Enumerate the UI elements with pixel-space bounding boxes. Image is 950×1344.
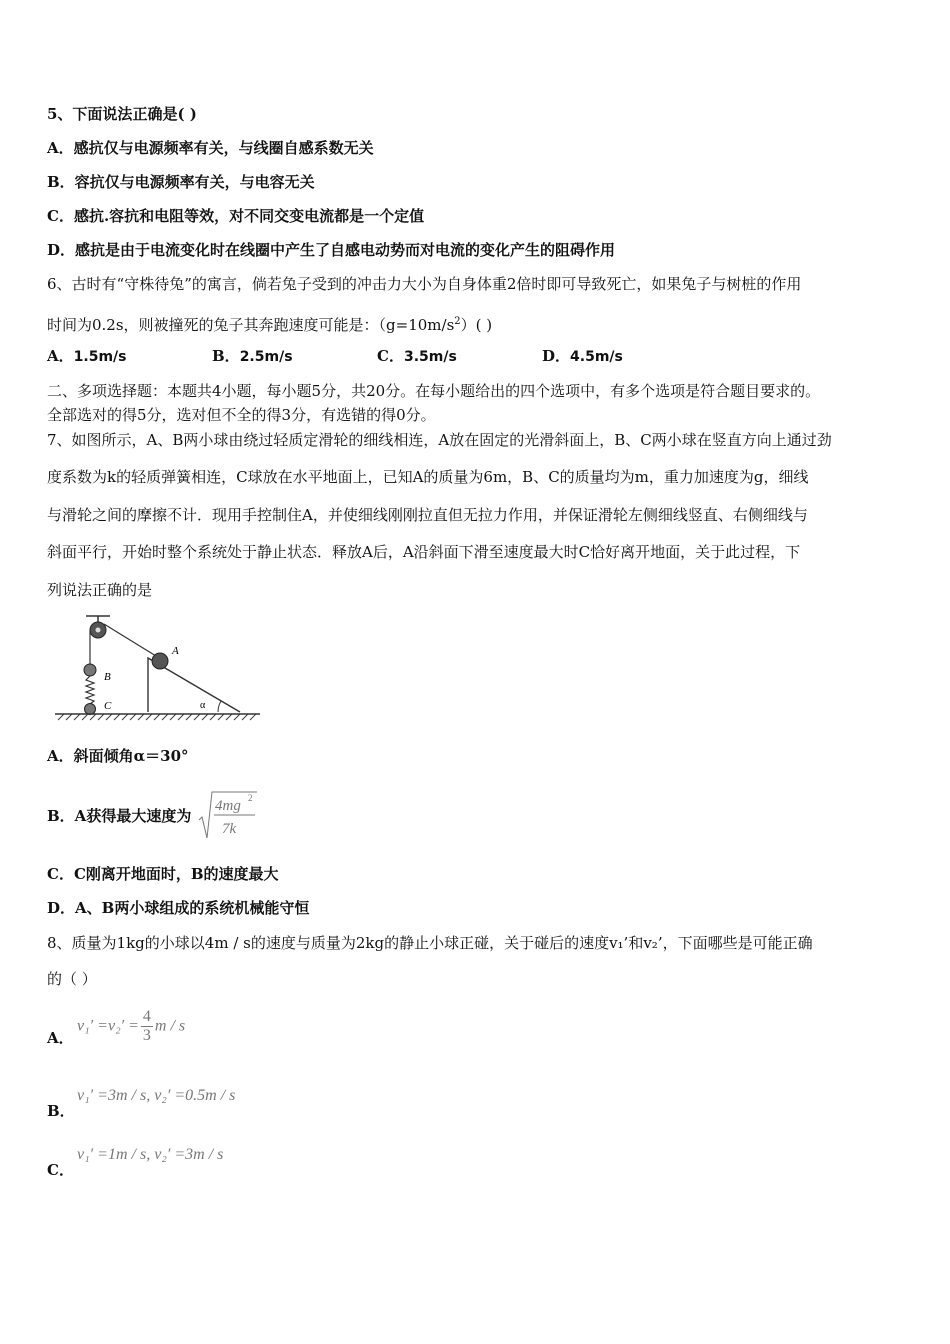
- q6-option-d-label: D．: [542, 347, 571, 365]
- ball-b: [84, 664, 96, 676]
- q6-option-d-value: 4.5m/s: [570, 349, 623, 365]
- q7-figure: [50, 612, 265, 724]
- label-alpha: α: [200, 700, 206, 711]
- q8-stem-line2: 的（ ）: [47, 970, 97, 988]
- spring: [86, 676, 94, 704]
- q8-option-b-expr: v₁′ =3m / s, v₂′ =0.5m / s: [77, 1087, 236, 1104]
- label-a: A: [172, 645, 179, 657]
- q8-option-a-formula: [77, 1008, 185, 1045]
- q6-stem-exponent: 2: [454, 316, 461, 327]
- q6-option-c-value: 3.5m/s: [403, 349, 457, 365]
- ball-c: [85, 704, 96, 715]
- q8-option-a-fraction: [141, 1008, 153, 1045]
- q8-option-c: [47, 1145, 907, 1179]
- q8-option-c-expr: v₁′ =1m / s, v₂′ =3m / s: [77, 1146, 224, 1163]
- q5-option-c: C．感抗.容抗和电阻等效，对不同交变电流都是一个定值: [47, 207, 425, 225]
- label-b: B: [104, 671, 111, 683]
- ground-hatch: [58, 714, 256, 720]
- q6-option-d: [542, 345, 623, 366]
- section2-line1: 二、多项选择题：本题共4小题，每小题5分，共20分。在每小题给出的四个选项中，有多个选项是符合题目要求的。: [47, 382, 821, 400]
- q8-option-a-label: A．: [47, 1029, 74, 1047]
- sqrt-numerator-exponent: 2: [247, 793, 253, 803]
- q7-option-d: D．A、B两小球组成的系统机械能守恒: [47, 899, 310, 917]
- q6-option-b-value: 2.5m/s: [239, 349, 293, 365]
- q6-option-b-label: B．: [212, 347, 240, 365]
- q8-option-c-label: C．: [47, 1161, 74, 1179]
- ball-a: [152, 653, 168, 669]
- angle-arc: [218, 701, 221, 712]
- sqrt-numerator: 4mg: [214, 798, 241, 814]
- q5-option-d: D．感抗是由于电流变化时在线圈中产生了自感电动势而对电流的变化产生的阻碍作用: [47, 241, 616, 259]
- label-c: C: [104, 700, 112, 712]
- q5-option-b: B．容抗仅与电源频率有关，与电容无关: [47, 173, 315, 191]
- q7-option-b-formula: [197, 790, 259, 842]
- q5-option-a: A．感抗仅与电源频率有关，与线圈自感系数无关: [47, 139, 374, 157]
- string-right: [104, 624, 156, 656]
- q7-option-c: C．C刚离开地面时，B的速度最大: [47, 865, 279, 883]
- q6-options: [47, 345, 907, 365]
- q8-option-a-num: 4: [142, 1008, 151, 1025]
- q6-stem-line2-b: ）( ): [460, 316, 493, 334]
- q6-option-b: [212, 345, 293, 366]
- q8-option-a-den: 3: [142, 1027, 151, 1044]
- q7-stem-line2: 度系数为k的轻质弹簧相连，C球放在水平地面上，已知A的质量为6m，B、C的质量均为m，重力加速度为g，细线: [47, 468, 809, 486]
- q7-stem-line4: 斜面平行，开始时整个系统处于静止状态．释放A后，A沿斜面下滑至速度最大时C恰好离开地面，关于此过程，下: [47, 543, 801, 561]
- q6-option-a: [47, 345, 126, 366]
- section2-line2: 全部选对的得5分，选对但不全的得3分，有选错的得0分。: [47, 406, 436, 424]
- pulley-axle: [96, 628, 101, 633]
- q8-option-a-expr: v₁′ =v₂′ =: [77, 1017, 139, 1035]
- q6-stem-line2-a: 时间为0.2s，则被撞死的兔子其奔跑速度可能是：（g=10m/s: [47, 316, 455, 334]
- q8-option-a-unit: m / s: [154, 1017, 186, 1035]
- q6-option-a-label: A．: [47, 347, 74, 365]
- q8-option-b: [47, 1086, 907, 1120]
- q5-stem: 5、下面说法正确是( ): [47, 105, 197, 123]
- q8-option-b-label: B．: [47, 1102, 75, 1120]
- q7-stem-line3: 与滑轮之间的摩擦不计．现用手控制住A，并使细线刚刚拉直但无拉力作用，并保证滑轮左侧细线竖直、右侧细线与: [47, 506, 808, 524]
- q6-option-c: [377, 345, 457, 366]
- q7-option-a: A．斜面倾角α＝30°: [47, 747, 189, 765]
- q6-option-c-label: C．: [377, 347, 404, 365]
- q8-stem-line1: 8、质量为1kg的小球以4m / s的速度与质量为2kg的静止小球正碰，关于碰后的速度v₁’和v₂’，下面哪些是可能正确: [47, 934, 813, 952]
- q8-option-a: [47, 1002, 907, 1052]
- q7-option-b: [47, 790, 907, 840]
- q7-stem-line1: 7、如图所示，A、B两小球由绕过轻质定滑轮的细线相连，A放在固定的光滑斜面上，B、C两小球在竖直方向上通过劲: [47, 431, 832, 449]
- q7-option-b-text: B．A获得最大速度为: [47, 807, 192, 825]
- sqrt-sign-icon: [197, 790, 259, 842]
- q6-option-a-value: 1.5m/s: [73, 349, 127, 365]
- sqrt-denominator: 7k: [221, 821, 236, 837]
- q6-stem-line2: [47, 312, 907, 335]
- q7-stem-line5: 列说法正确的是: [47, 581, 153, 599]
- q6-stem-line1: 6、古时有“守株待兔”的寓言，倘若兔子受到的冲击力大小为自身体重2倍时即可导致死亡，如果兔子与树桩的作用: [47, 275, 802, 293]
